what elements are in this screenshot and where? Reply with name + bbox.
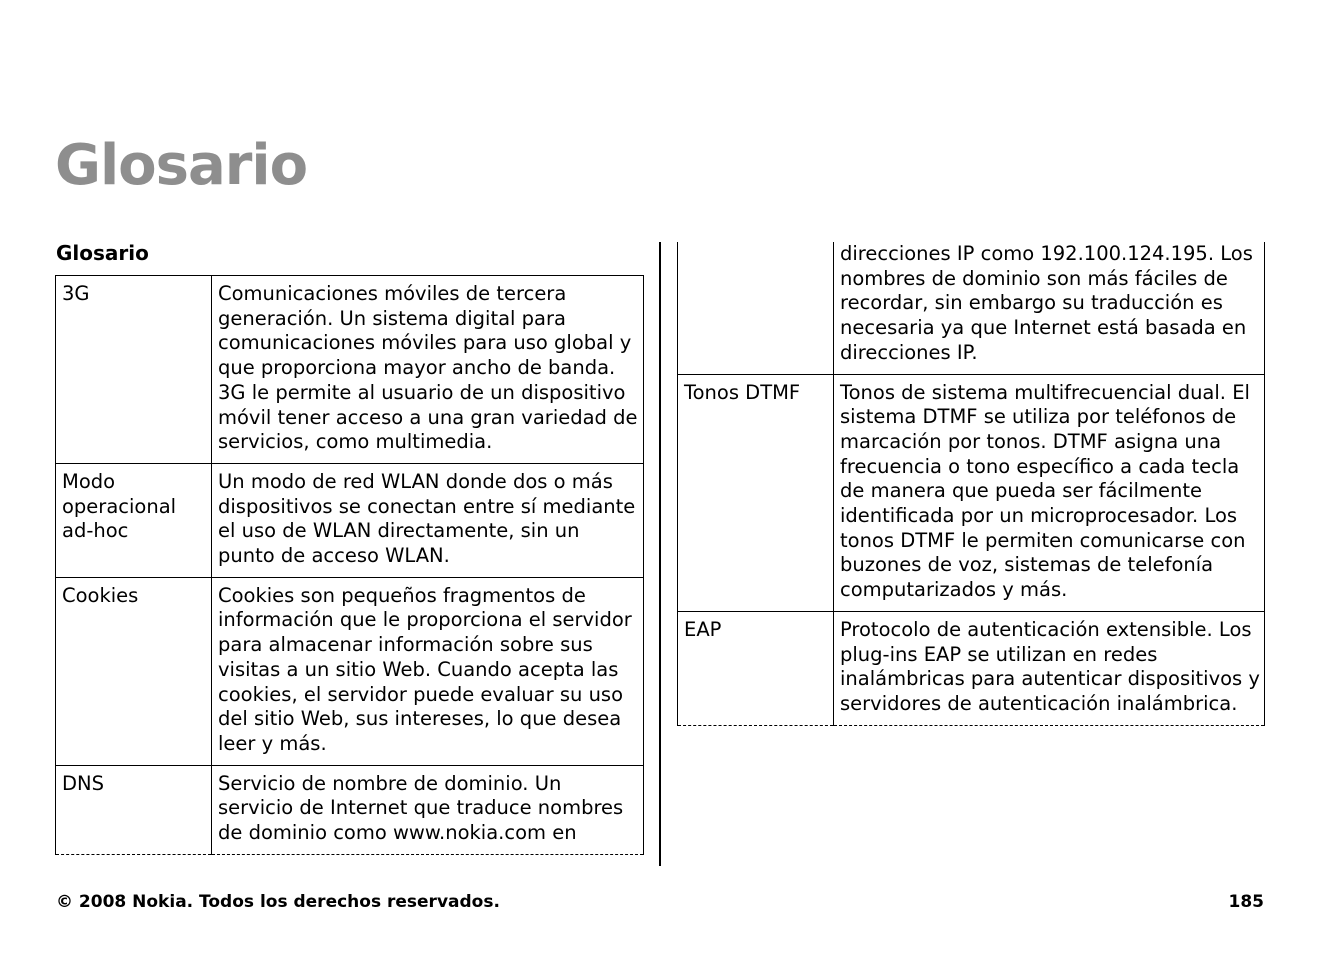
table-row bbox=[56, 276, 644, 464]
table-row bbox=[56, 765, 644, 854]
table-row bbox=[56, 577, 644, 765]
glossary-term: EAP bbox=[678, 611, 834, 725]
glossary-definition: Protocolo de autenticación extensible. Los plug-ins EAP se utilizan en redes inalámbricas para autenticar dispositivos y servidores de autenticación inalámbrica. bbox=[834, 611, 1265, 725]
glossary-term: 3G bbox=[56, 276, 212, 464]
glossary-term: DNS bbox=[56, 765, 212, 854]
glossary-definition: Servicio de nombre de dominio. Un servicio de Internet que traduce nombres de dominio como www.nokia.com en bbox=[212, 765, 644, 854]
glossary-term: Modo operacional ad-hoc bbox=[56, 463, 212, 577]
table-row bbox=[678, 374, 1265, 611]
page-number: 185 bbox=[1228, 892, 1264, 912]
glossary-table-right bbox=[677, 242, 1265, 726]
glossary-definition: Tonos de sistema multifrecuencial dual. El sistema DTMF se utiliza por teléfonos de marcación por tonos. DTMF asigna una frecuencia o tono específico a cada tecla de manera que pueda ser fácilmente identificada por un microprocesador. Los tonos DTMF le permiten comunicarse con buzones de voz, sistemas de telefonía computarizados y más. bbox=[834, 374, 1265, 611]
column-divider bbox=[659, 242, 661, 866]
glossary-definition: Cookies son pequeños fragmentos de información que le proporciona el servidor para almacenar información sobre sus visitas a un sitio Web. Cuando acepta las cookies, el servidor puede evaluar su uso del sitio Web, sus intereses, lo que desea leer y más. bbox=[212, 577, 644, 765]
glossary-term: Cookies bbox=[56, 577, 212, 765]
glossary-table-left bbox=[55, 275, 644, 855]
table-row bbox=[678, 242, 1265, 374]
page-title: Glosario bbox=[55, 133, 308, 198]
glossary-definition: Un modo de red WLAN donde dos o más dispositivos se conectan entre sí mediante el uso de WLAN directamente, sin un punto de acceso WLAN. bbox=[212, 463, 644, 577]
glossary-term: Tonos DTMF bbox=[678, 374, 834, 611]
glossary-definition: direcciones IP como 192.100.124.195. Los nombres de dominio son más fáciles de recordar, sin embargo su traducción es necesaria ya que Internet está basada en direcciones IP. bbox=[834, 242, 1265, 374]
section-title: Glosario bbox=[56, 241, 149, 265]
table-row bbox=[56, 463, 644, 577]
glossary-definition: Comunicaciones móviles de tercera generación. Un sistema digital para comunicaciones móviles para uso global y que proporciona mayor ancho de banda. 3G le permite al usuario de un dispositivo móvil tener acceso a una gran variedad de servicios, como multimedia. bbox=[212, 276, 644, 464]
table-row bbox=[678, 611, 1265, 725]
glossary-term bbox=[678, 242, 834, 374]
footer-copyright: © 2008 Nokia. Todos los derechos reservados. bbox=[56, 892, 500, 912]
